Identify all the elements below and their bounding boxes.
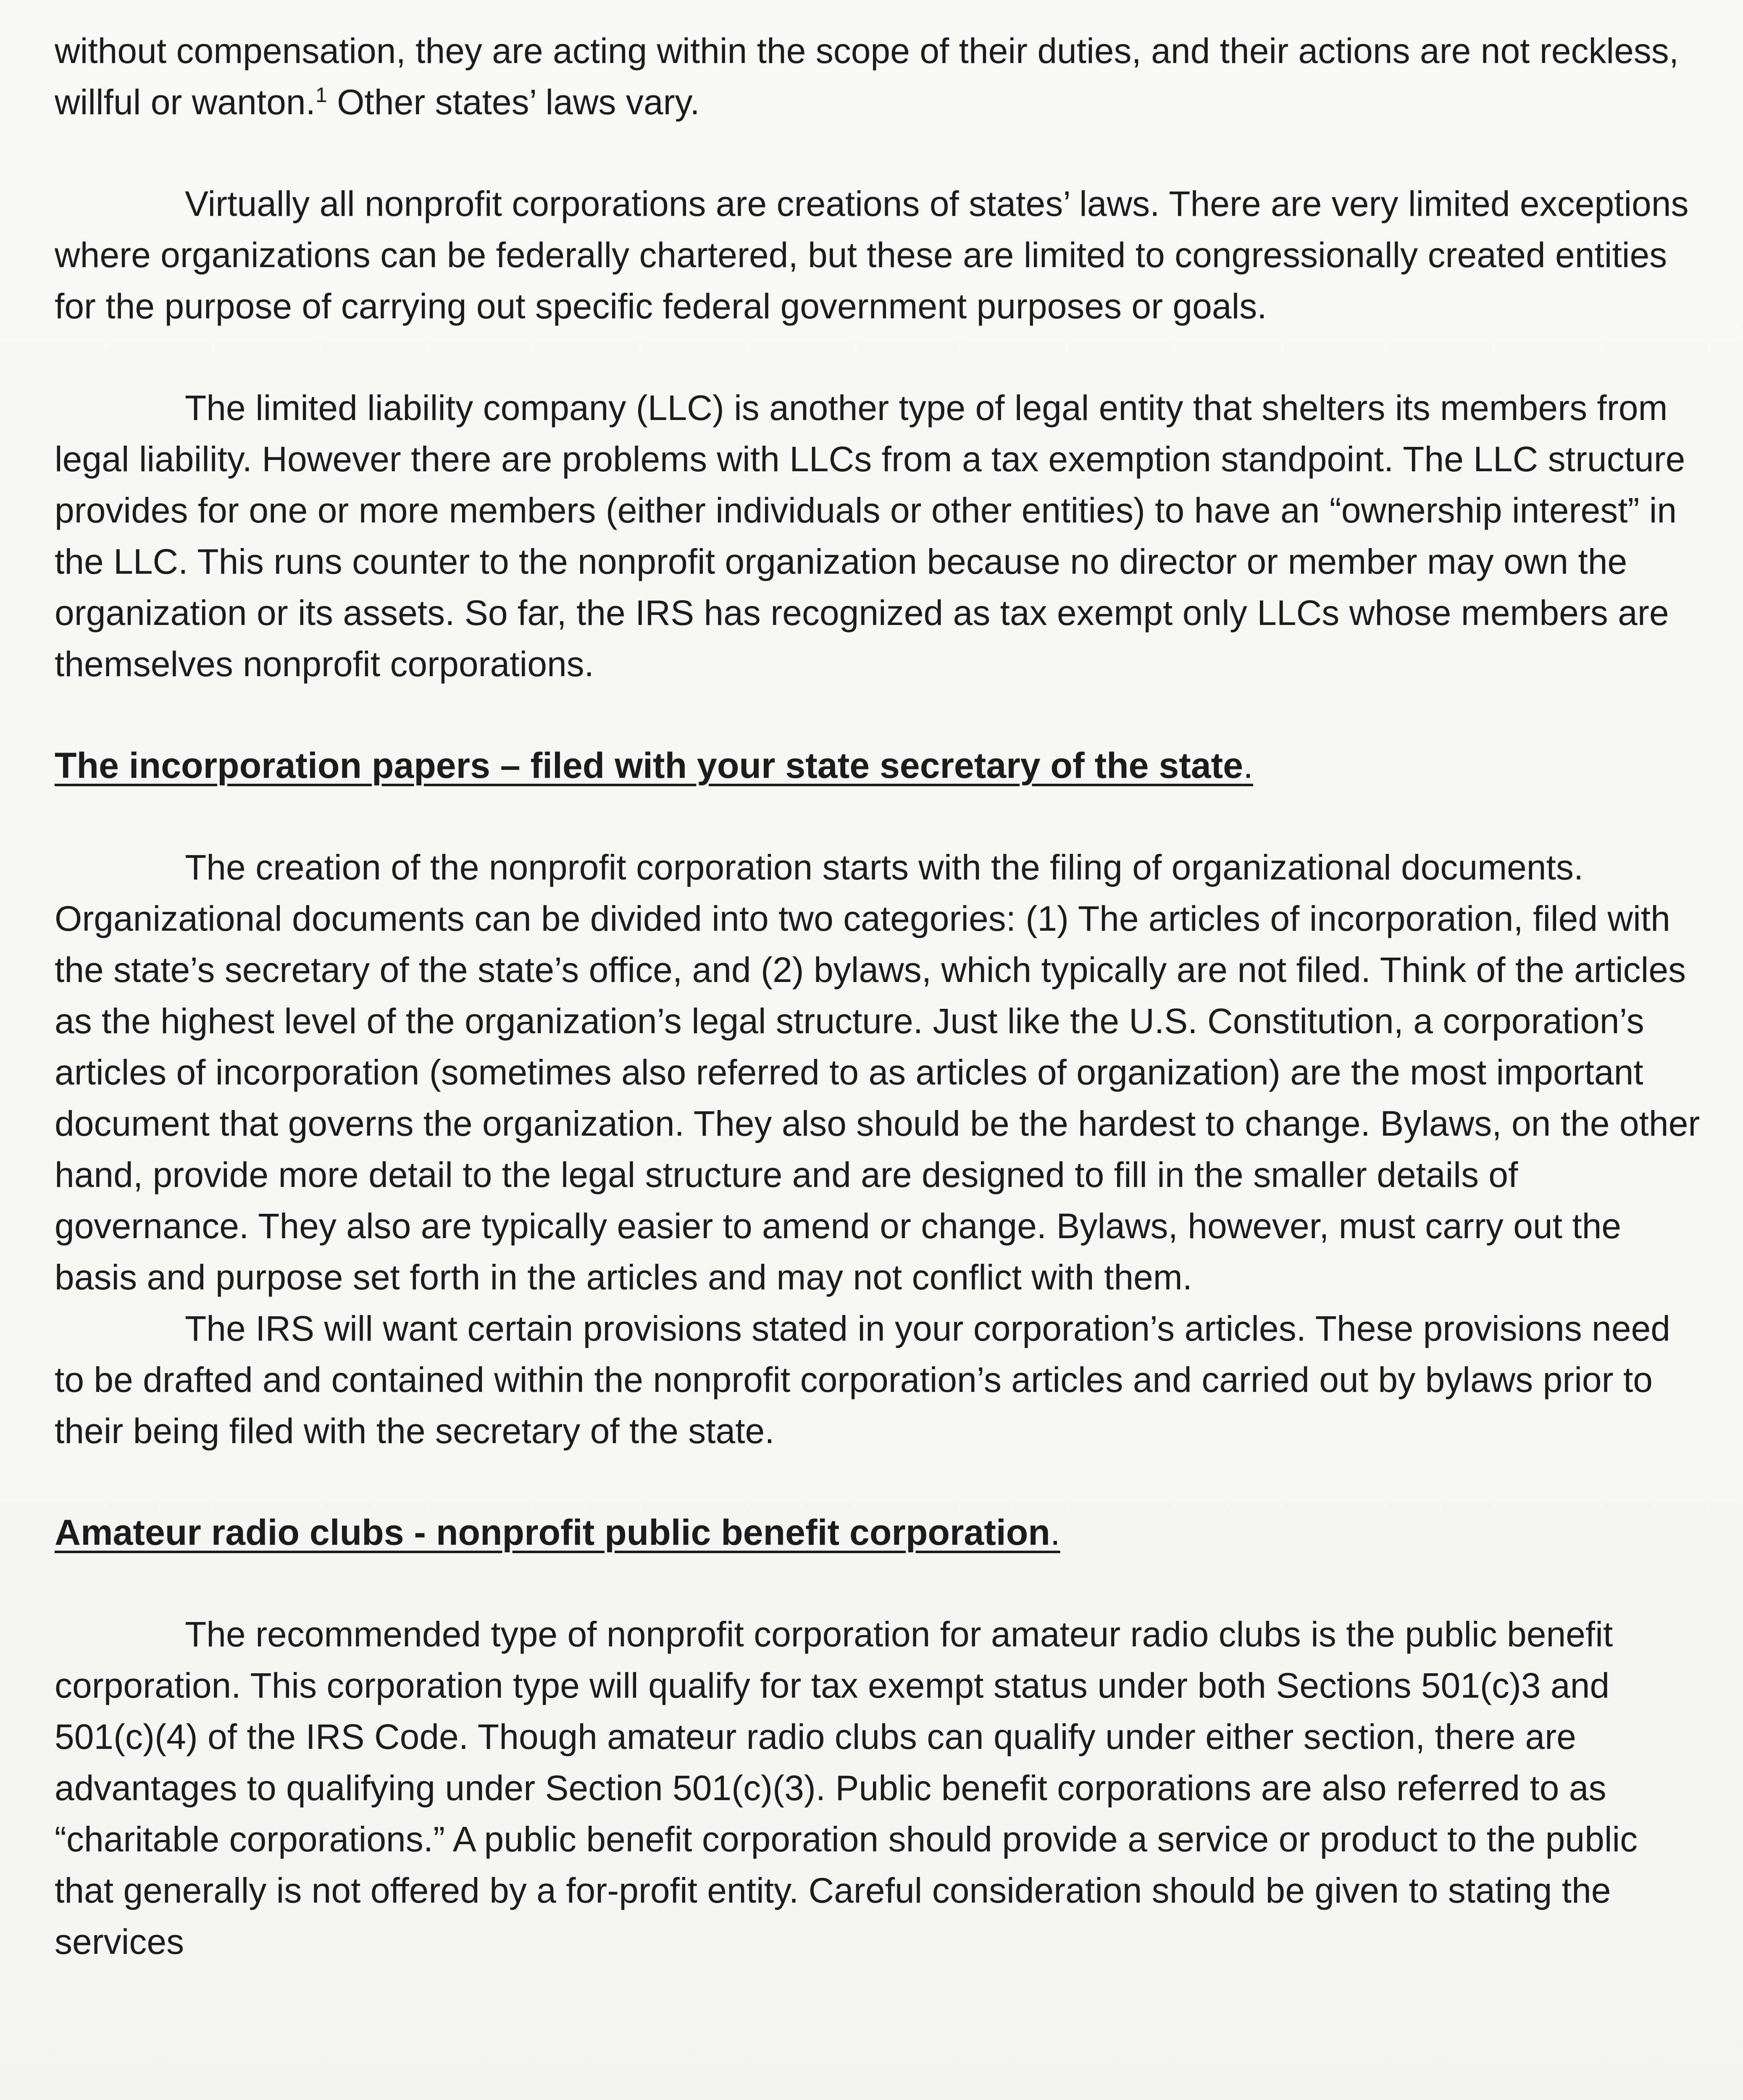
heading-period: . <box>1243 746 1254 786</box>
paragraph-llc: The limited liability company (LLC) is another type of legal entity that shelters its members from legal liability. However there are problems with LLCs from a tax exemption standpoint. The LLC structure provides for one or more members (either individuals or other entities) to have an “ownership interest” in the LLC. This runs counter to the nonprofit organization because no director or member may own the organization or its assets. So far, the IRS has recognized as tax exempt only LLCs whose members are themselves nonprofit corporations. <box>55 388 1685 684</box>
paragraph-text: without compensation, they are acting within the scope of their duties, and their actions are not reckless, willful or wanton. <box>55 31 1679 122</box>
section-heading-incorporation-papers <box>55 740 1701 791</box>
paragraph-public-benefit-corporation: The recommended type of nonprofit corporation for amateur radio clubs is the public benefit corporation. This corporation type will qualify for tax exempt status under both Sections 501(c)3 and 501(c)(4) of the IRS Code. Though amateur radio clubs can qualify under either section, there are advantages to qualifying under Section 501(c)(3). Public benefit corporations are also referred to as “charitable corporations.” A public benefit corporation should provide a service or product to the public that generally is not offered by a for-profit entity. Careful consideration should be given to stating the services <box>55 1614 1638 1961</box>
footnote-reference: 1 <box>315 83 327 107</box>
heading-text: The incorporation papers – filed with your state secretary of the state <box>55 746 1243 786</box>
page-body <box>55 25 1701 1967</box>
paragraph-federal-charter: Virtually all nonprofit corporations are creations of states’ laws. There are very limited exceptions where organizations can be federally chartered, but these are limited to congressionally created entities for the purpose of carrying out specific federal government purposes or goals. <box>55 184 1689 326</box>
paragraph-text-tail: Other states’ laws vary. <box>327 82 700 122</box>
paragraph-continuation <box>55 25 1701 128</box>
section-heading-amateur-radio-clubs <box>55 1507 1701 1558</box>
heading-period: . <box>1050 1512 1060 1553</box>
paragraph-organizational-documents: The creation of the nonprofit corporation starts with the filing of organizational documents. Organizational documents can be divided into two categories: (1) The articles of incorporation, filed with the state’s secretary of the state’s office, and (2) bylaws, which typically are not filed. Think of the articles as the highest level of the organization’s legal structure. Just like the U.S. Constitution, a corporation’s articles of incorporation (sometimes also referred to as articles of organization) are the most important document that governs the organization. They also should be the hardest to change. Bylaws, on the other hand, provide more detail to the legal structure and are designed to fill in the smaller details of governance. They also are typically easier to amend or change. Bylaws, however, must carry out the basis and purpose set forth in the articles and may not conflict with them. <box>55 848 1700 1297</box>
heading-text: Amateur radio clubs - nonprofit public benefit corporation <box>55 1512 1050 1553</box>
paragraph-irs-provisions: The IRS will want certain provisions stated in your corporation’s articles. These provisions need to be drafted and contained within the nonprofit corporation’s articles and carried out by bylaws prior to their being filed with the secretary of the state. <box>55 1309 1670 1451</box>
